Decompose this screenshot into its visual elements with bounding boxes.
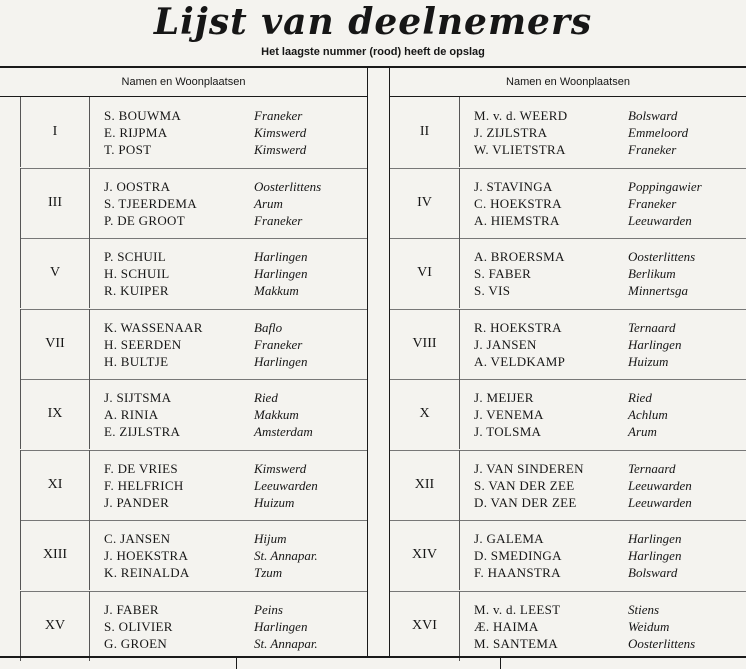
participant-name: D. VAN DER ZEE — [474, 494, 577, 510]
participant-place: Makkum — [254, 407, 299, 422]
participant-name: J. FABER — [104, 601, 159, 617]
participant-place: Weidum — [628, 618, 670, 634]
participant-name: A. RINIA — [104, 407, 159, 422]
group-members — [474, 107, 688, 158]
participant — [474, 353, 681, 370]
participant — [474, 265, 695, 282]
participant-group — [0, 520, 367, 590]
participant-place: Arum — [254, 195, 283, 211]
participant-place: Harlingen — [254, 618, 308, 634]
participant-place: Huizum — [628, 353, 669, 369]
group-row — [0, 309, 746, 379]
participant — [104, 389, 313, 406]
participant-name: Æ. HAIMA — [474, 618, 539, 634]
participant-group — [390, 450, 746, 520]
participant-group — [0, 450, 367, 520]
participant-group — [390, 309, 746, 379]
participant-name: H. SEERDEN — [104, 336, 182, 352]
participant-place: Kimswerd — [254, 142, 307, 157]
participant-place: Harlingen — [628, 531, 682, 546]
participant-group — [390, 520, 746, 590]
group-number: III — [20, 168, 90, 238]
participant-place: Ried — [254, 390, 278, 405]
participant-name: J. JANSEN — [474, 336, 537, 352]
participant — [104, 141, 306, 158]
group-members — [474, 460, 692, 511]
participant-place: Emmeloord — [628, 125, 689, 140]
group-number: X — [390, 379, 460, 449]
group-members — [104, 319, 307, 370]
group-number: V — [20, 238, 90, 308]
participant — [474, 477, 692, 494]
participant-name: G. GROEN — [104, 635, 168, 651]
group-members — [104, 248, 307, 299]
participant-name: E. RIJPMA — [104, 125, 168, 140]
participant-group — [390, 97, 746, 167]
group-number: VI — [390, 238, 460, 308]
participant — [104, 195, 321, 212]
participant — [474, 618, 695, 635]
participant — [474, 564, 681, 581]
participant-place: Ried — [628, 390, 652, 405]
participant-place: Berlikum — [628, 266, 676, 281]
participant-place: Oosterlittens — [628, 635, 696, 651]
participant-name: S. VIS — [474, 283, 511, 298]
group-number: II — [390, 97, 460, 167]
participant — [104, 178, 321, 195]
group-row — [0, 379, 746, 449]
participant-name: H. SCHUIL — [104, 266, 170, 281]
group-row — [0, 238, 746, 308]
participant — [104, 601, 318, 618]
participant-place: Oosterlittens — [628, 249, 696, 264]
page-title: Lijst van deelnemers — [153, 1, 593, 43]
participant-place: Leeuwarden — [628, 477, 692, 493]
participant — [104, 336, 307, 353]
participant — [474, 530, 681, 547]
participant — [474, 406, 668, 423]
group-members — [104, 178, 321, 229]
participant — [474, 178, 702, 195]
participant-name: J. OOSTRA — [104, 178, 171, 194]
participant-name: F. DE VRIES — [104, 460, 178, 476]
participant-name: S. BOUWMA — [104, 108, 182, 123]
participant-place: Franeker — [254, 212, 303, 228]
participant-place: Kimswerd — [254, 125, 307, 140]
participant — [104, 124, 306, 141]
group-number: XV — [20, 591, 90, 661]
participant — [104, 635, 318, 652]
participant-place: Harlingen — [628, 336, 682, 352]
group-number: VIII — [390, 309, 460, 379]
participant-place: Leeuwarden — [628, 494, 692, 510]
group-members — [474, 248, 695, 299]
participant-place: Amsterdam — [254, 424, 313, 439]
participant-name: J. STAVINGA — [474, 178, 553, 194]
group-row — [0, 168, 746, 238]
participant-name: J. HOEKSTRA — [104, 548, 189, 563]
participant — [104, 248, 307, 265]
group-row — [0, 97, 746, 167]
participant — [474, 212, 702, 229]
participant-name: J. PANDER — [104, 494, 170, 510]
participant-name: A. VELDKAMP — [474, 353, 566, 369]
participant-place: St. Annapar. — [254, 635, 318, 651]
participant-place: Ternaard — [628, 460, 676, 476]
participant — [104, 477, 318, 494]
bottom-divider — [500, 658, 501, 669]
participant — [474, 124, 688, 141]
participant-place: Achlum — [628, 407, 668, 422]
group-number: XVI — [390, 591, 460, 661]
participant — [474, 635, 695, 652]
participant — [104, 282, 307, 299]
participant-name: P. SCHUIL — [104, 249, 166, 264]
participant-place: Hijum — [254, 531, 287, 546]
participant — [104, 107, 306, 124]
participant-name: M. v. d. LEEST — [474, 601, 561, 617]
participant — [474, 195, 702, 212]
participant-name: F. HELFRICH — [104, 477, 184, 493]
participant-place: Stiens — [628, 601, 660, 617]
participant — [474, 601, 695, 618]
participant-name: J. MEIJER — [474, 390, 534, 405]
participant — [104, 319, 307, 336]
group-members — [474, 389, 668, 440]
participant-name: J. VENEMA — [474, 407, 544, 422]
participant-group — [0, 309, 367, 379]
group-number: IV — [390, 168, 460, 238]
participant-name: T. POST — [104, 142, 152, 157]
participant — [474, 336, 681, 353]
participant — [474, 248, 695, 265]
participant-name: S. OLIVIER — [104, 618, 173, 634]
participant — [474, 547, 681, 564]
participant — [474, 389, 668, 406]
participant — [104, 530, 318, 547]
participant-place: Harlingen — [254, 266, 308, 281]
participant-name: M. SANTEMA — [474, 635, 558, 651]
participant — [104, 423, 313, 440]
participant — [104, 265, 307, 282]
participant-name: J. ZIJLSTRA — [474, 125, 548, 140]
participant-name: F. HAANSTRA — [474, 565, 561, 580]
participant-name: W. VLIETSTRA — [474, 142, 566, 157]
participant-place: Poppingawier — [628, 178, 702, 194]
group-members — [474, 178, 702, 229]
participant — [104, 547, 318, 564]
participant-name: A. BROERSMA — [474, 249, 565, 264]
group-members — [104, 460, 318, 511]
participant-place: Harlingen — [254, 353, 308, 369]
participant-place: Baflo — [254, 319, 283, 335]
participant — [474, 141, 688, 158]
participant-group — [0, 168, 367, 238]
participant-place: Franeker — [628, 142, 677, 157]
column-header-right: Namen en Woonplaatsen — [390, 68, 746, 97]
group-row — [0, 520, 746, 590]
participant-place: Ternaard — [628, 319, 676, 335]
participant — [104, 353, 307, 370]
participant-group — [0, 591, 367, 661]
column-header-left: Namen en Woonplaatsen — [0, 68, 367, 97]
participant-place: Harlingen — [254, 249, 308, 264]
participant-group — [390, 238, 746, 308]
participant — [474, 460, 692, 477]
participant-name: J. VAN SINDEREN — [474, 460, 584, 476]
participant-name: J. SIJTSMA — [104, 390, 172, 405]
participant-place: Makkum — [254, 283, 299, 298]
group-members — [104, 601, 318, 652]
participant-name: R. HOEKSTRA — [474, 319, 562, 335]
participant-place: Peins — [254, 601, 283, 617]
participant-name: P. DE GROOT — [104, 212, 185, 228]
participant-group — [0, 379, 367, 449]
participant-place: Harlingen — [628, 548, 682, 563]
participant-place: Arum — [628, 424, 657, 439]
participant — [104, 460, 318, 477]
participant — [104, 618, 318, 635]
participant-name: J. GALEMA — [474, 531, 544, 546]
participant-place: Minnertsga — [628, 283, 688, 298]
group-members — [104, 530, 318, 581]
participant-group — [390, 379, 746, 449]
participant-name: C. HOEKSTRA — [474, 195, 562, 211]
participant-name: H. BULTJE — [104, 353, 169, 369]
group-members — [104, 389, 313, 440]
participant — [474, 494, 692, 511]
participant-group — [0, 97, 367, 167]
participant-place: Tzum — [254, 565, 283, 580]
participant — [474, 423, 668, 440]
participant-place: Oosterlittens — [254, 178, 322, 194]
group-row — [0, 450, 746, 520]
participant-name: A. HIEMSTRA — [474, 212, 560, 228]
group-number: XI — [20, 450, 90, 520]
participant-name: D. SMEDINGA — [474, 548, 562, 563]
participant-place: Franeker — [628, 195, 677, 211]
participant-name: K. REINALDA — [104, 565, 190, 580]
group-number: VII — [20, 309, 90, 379]
group-number: XIII — [20, 520, 90, 590]
participant — [104, 494, 318, 511]
participant-group — [0, 238, 367, 308]
participant-place: St. Annapar. — [254, 548, 318, 563]
group-number: XIV — [390, 520, 460, 590]
participant — [474, 107, 688, 124]
group-members — [474, 319, 681, 370]
participant-place: Bolsward — [628, 108, 678, 123]
group-number: I — [20, 97, 90, 167]
participant-place: Franeker — [254, 336, 303, 352]
participant-name: S. VAN DER ZEE — [474, 477, 575, 493]
participant-name: S. TJEERDEMA — [104, 195, 197, 211]
participant — [104, 212, 321, 229]
participant-place: Huizum — [254, 494, 295, 510]
participant-place: Franeker — [254, 108, 303, 123]
participant-name: J. TOLSMA — [474, 424, 542, 439]
participant — [104, 564, 318, 581]
participant — [474, 282, 695, 299]
participant-name: C. JANSEN — [104, 531, 171, 546]
group-members — [104, 107, 306, 158]
participant-place: Bolsward — [628, 565, 678, 580]
participant-place: Leeuwarden — [254, 477, 318, 493]
next-table-edge — [0, 656, 746, 669]
group-number: IX — [20, 379, 90, 449]
participant-name: R. KUIPER — [104, 283, 169, 298]
participant-place: Leeuwarden — [628, 212, 692, 228]
participant-name: E. ZIJLSTRA — [104, 424, 181, 439]
participant-name: K. WASSENAAR — [104, 319, 203, 335]
group-row — [0, 591, 746, 661]
participant-group — [390, 591, 746, 661]
participant-name: M. v. d. WEERD — [474, 108, 568, 123]
page-subtitle: Het laagste nummer (rood) heeft de opslag — [261, 46, 485, 58]
participants-table — [0, 66, 746, 658]
participant — [474, 319, 681, 336]
group-members — [474, 530, 681, 581]
participant-group — [390, 168, 746, 238]
group-members — [474, 601, 695, 652]
participant-place: Kimswerd — [254, 460, 307, 476]
group-number: XII — [390, 450, 460, 520]
participant-name: S. FABER — [474, 266, 532, 281]
bottom-divider — [236, 658, 237, 669]
participant — [104, 406, 313, 423]
